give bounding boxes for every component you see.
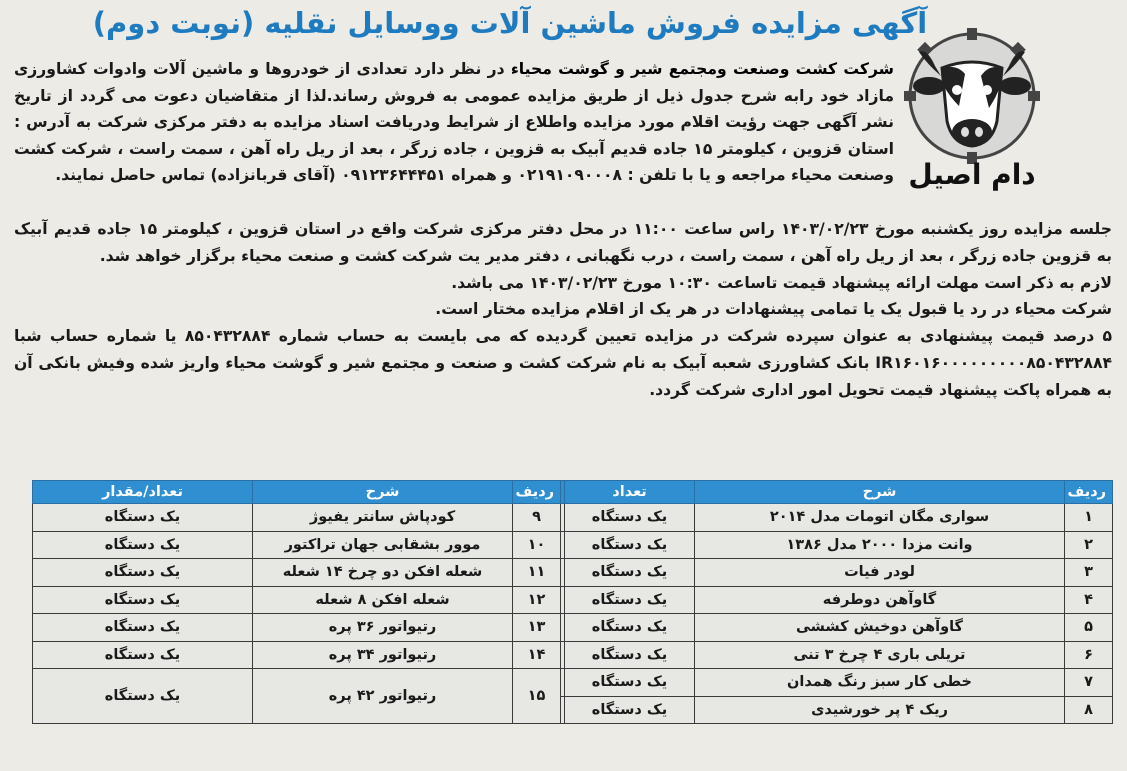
item-description: رتیواتور ۴۲ پره: [253, 669, 513, 724]
row-number: ۱۱: [513, 559, 561, 587]
table-row: [33, 669, 1113, 697]
notice-body: [14, 216, 1112, 404]
item-count: یک دستگاه: [565, 696, 695, 724]
item-description: موور بشقابی جهان تراکتور: [253, 531, 513, 559]
item-description: شعله افکن ۸ شعله: [253, 586, 513, 614]
intro-text: در نظر دارد تعدادی از خودروها و ماشین آلات وادوات کشاورزی مازاد خود رابه شرح جدول ذیل از طریق مزایده عمومی به فروش رساند.لذا از متقاضیان دعوت می گردد از تاریخ نشر آگهی جهت رؤیت اقلام مورد مزایده واطلاع از شرایط ودریافت اسناد مزایده به دفتر مرکزی شرکت به آدرس : استان قزوین ، کیلومتر ۱۵ جاده قدیم آبیک به قزوین ، جاده زرگر ، بعد از ریل راه آهن ، سمت راست ، شرکت کشت وصنعت محیاء مراجعه و یا با تلفن : ۰۲۱۹۱۰۹۰۰۰۸ و همراه ۰۹۱۲۳۶۴۴۴۵۱ (آقای قربانزاده) تماس حاصل نمایند.: [14, 60, 894, 184]
notice-title: آگهی مزایده فروش ماشین آلات ووسایل نقلیه (نوبت دوم): [92, 6, 928, 40]
item-count: یک دستگاه: [565, 614, 695, 642]
table-row: [33, 559, 1113, 587]
item-count: یک دستگاه: [565, 669, 695, 697]
item-description: وانت مزدا ۲۰۰۰ مدل ۱۳۸۶: [695, 531, 1065, 559]
table-row: [33, 504, 1113, 532]
row-number: ۱۰: [513, 531, 561, 559]
item-description: لودر فیات: [695, 559, 1065, 587]
item-description: خطی کار سبز رنگ همدان: [695, 669, 1065, 697]
deadline-paragraph: لازم به ذکر است مهلت ارائه پیشنهاد قیمت تاساعت ۱۰:۳۰ مورخ ۱۴۰۳/۰۲/۲۳ می باشد.: [451, 273, 1112, 292]
item-count: یک دستگاه: [33, 641, 253, 669]
table-row: [33, 531, 1113, 559]
table-row: [33, 614, 1113, 642]
header-count: تعداد: [565, 481, 695, 504]
header-row-number: ردیف: [1065, 481, 1113, 504]
item-count: یک دستگاه: [565, 586, 695, 614]
item-description: کودپاش سانتر یفیوژ: [253, 504, 513, 532]
item-count: یک دستگاه: [565, 641, 695, 669]
header-row-number: ردیف: [513, 481, 561, 504]
item-count: یک دستگاه: [565, 559, 695, 587]
item-description: تریلی باری ۴ چرخ ۳ تنی: [695, 641, 1065, 669]
item-description: شعله افکن دو چرخ ۱۴ شعله: [253, 559, 513, 587]
item-count: یک دستگاه: [33, 559, 253, 587]
header-description: شرح: [253, 481, 513, 504]
item-count: یک دستگاه: [33, 504, 253, 532]
row-number: ۲: [1065, 531, 1113, 559]
row-number: ۷: [1065, 669, 1113, 697]
rights-paragraph: شرکت محیاء در رد یا قبول یک یا تمامی پیشنهادات در هر یک از اقلام مزایده مختار است.: [435, 300, 1112, 319]
deposit-paragraph: ۵ درصد قیمت پیشنهادی به عنوان سپرده شرکت در مزایده تعیین گردیده که می بایست به حساب شماره ۸۵۰۴۳۲۸۸۴ یا شماره حساب شبا IR۱۶۰۱۶۰۰۰۰۰۰۰۰۰۸۵۰۴۳۲۸۸۴ بانک کشاورزی شعبه آبیک به نام شرکت کشت و صنعت و مجتمع شیر و گوشت محیاء واریز شده وفیش بانکی آن به همراه پاکت پیشنهاد قیمت تحویل امور اداری شرکت گردد.: [14, 327, 1112, 399]
session-paragraph: جلسه مزایده روز یکشنبه مورخ ۱۴۰۳/۰۲/۲۳ راس ساعت ۱۱:۰۰ در محل دفتر مرکزی شرکت واقع در استان قزوین ، کیلومتر ۱۵ جاده قدیم آبیک به قزوین جاده زرگر ، بعد از ریل راه آهن ، سمت راست ، درب نگهبانی ، دفتر مدیر یت شرکت کشت و صنعت محیاء برگزار خواهد شد.: [14, 220, 1112, 265]
row-number: ۳: [1065, 559, 1113, 587]
row-number: ۴: [1065, 586, 1113, 614]
row-number: ۱۴: [513, 641, 561, 669]
company-logo: [897, 26, 1047, 196]
cow-head-icon: [897, 26, 1047, 196]
item-description: رتیواتور ۳۶ پره: [253, 614, 513, 642]
company-name: شرکت کشت وصنعت ومجتمع شیر و گوشت محیاء: [510, 60, 894, 78]
item-count: یک دستگاه: [33, 669, 253, 724]
row-number: ۸: [1065, 696, 1113, 724]
item-count: یک دستگاه: [565, 531, 695, 559]
item-description: رتیواتور ۳۴ پره: [253, 641, 513, 669]
item-count: یک دستگاه: [565, 504, 695, 532]
row-number: ۹: [513, 504, 561, 532]
row-number: ۵: [1065, 614, 1113, 642]
item-count: یک دستگاه: [33, 531, 253, 559]
header-description: شرح: [695, 481, 1065, 504]
item-description: ریک ۴ پر خورشیدی: [695, 696, 1065, 724]
header-count: تعداد/مقدار: [33, 481, 253, 504]
table-row: [33, 586, 1113, 614]
item-count: یک دستگاه: [33, 614, 253, 642]
row-number: ۱۵: [513, 669, 561, 724]
row-number: ۱: [1065, 504, 1113, 532]
intro-paragraph: [14, 56, 894, 189]
item-description: گاوآهن دوخیش کششی: [695, 614, 1065, 642]
item-description: سواری مگان اتومات مدل ۲۰۱۴: [695, 504, 1065, 532]
item-count: یک دستگاه: [33, 586, 253, 614]
row-number: ۱۳: [513, 614, 561, 642]
items-table: [32, 480, 1113, 724]
item-description: گاوآهن دوطرفه: [695, 586, 1065, 614]
table-header-row: [33, 481, 1113, 504]
table-row: [33, 641, 1113, 669]
logo-text: دام اصیل: [908, 158, 1036, 191]
row-number: ۱۲: [513, 586, 561, 614]
row-number: ۶: [1065, 641, 1113, 669]
